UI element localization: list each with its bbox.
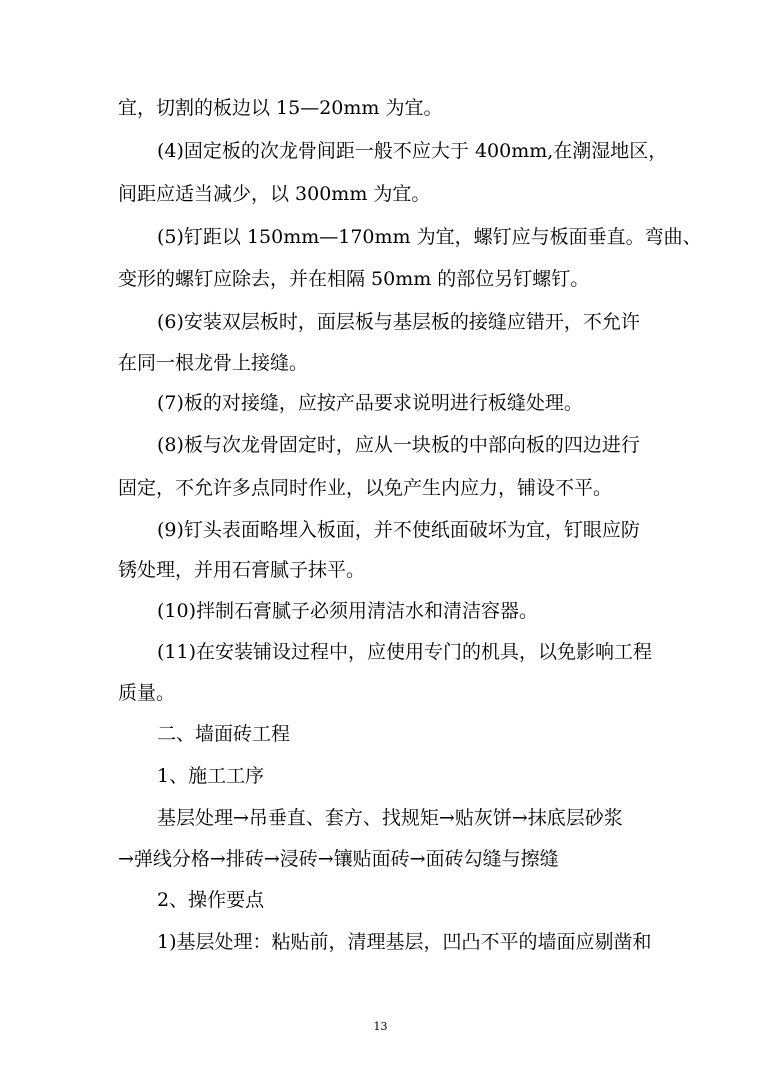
subsection-heading: 2、操作要点 [157,889,265,911]
text-line: (7)板的对接缝，应按产品要求说明进行板缝处理。 [157,392,583,414]
subsection-heading: 1、施工工序 [157,765,265,787]
text-line: 宜，切割的板边以 15—20mm 为宜。 [118,97,443,119]
text-line: (5)钉距以 150mm—170mm 为宜，螺钉应与板面垂直。弯曲、 [157,226,702,248]
text-line: (4)固定板的次龙骨间距一般不应大于 400mm,在潮湿地区， [157,140,668,162]
text-line: (8)板与次龙骨固定时，应从一块板的中部向板的四边进行 [157,434,640,456]
text-line: 间距应适当减少，以 300mm 为宜。 [118,183,431,205]
text-line: 1)基层处理：粘贴前，清理基层，凹凸不平的墙面应剔凿和 [157,931,652,953]
text-line: →弹线分格→排砖→浸砖→镶贴面砖→面砖勾缝与擦缝 [118,848,559,870]
text-line: 变形的螺钉应除去，并在相隔 50mm 的部位另钉螺钉。 [118,268,590,290]
text-line: (9)钉头表面略埋入板面，并不使纸面破坏为宜，钉眼应防 [157,519,640,541]
page-number: 13 [373,1020,388,1033]
text-line: 锈处理，并用石膏腻子抹平。 [118,559,366,581]
text-line: 质量。 [118,682,176,704]
text-line: (11)在安装铺设过程中，应使用专门的机具，以免影响工程 [157,641,653,663]
section-heading: 二、墙面砖工程 [157,723,291,745]
text-line: (10)拌制石膏腻子必须用清洁水和清洁容器。 [157,600,539,622]
text-line: 在同一根龙骨上接缝。 [118,352,309,374]
text-line: (6)安装双层板时，面层板与基层板的接缝应错开，不允许 [157,311,640,333]
text-line: 固定，不允许多点同时作业，以免产生内应力，铺设不平。 [118,477,613,499]
text-line: 基层处理→吊垂直、套方、找规矩→贴灰饼→抹底层砂浆 [157,807,623,829]
